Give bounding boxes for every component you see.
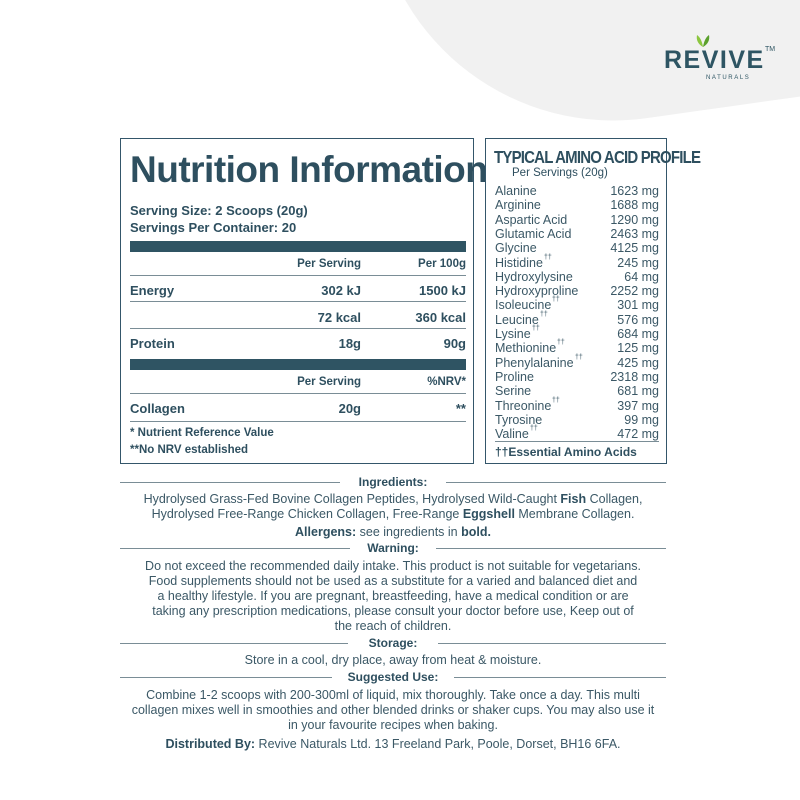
row-divider (130, 301, 466, 302)
amino-name: Methionine (495, 341, 557, 356)
amino-name: Histidine (495, 255, 543, 270)
amino-value: 425 mg (617, 355, 659, 370)
ingredients-heading: Ingredients: (120, 475, 666, 489)
suggested-heading: Suggested Use: (120, 670, 666, 684)
amino-row (495, 396, 659, 413)
no-nrv-footnote: **No NRV established (130, 444, 249, 456)
amino-name: Hydroxylysine (495, 269, 573, 284)
essential-mark: †† (544, 253, 552, 261)
nrv-footnote: * Nutrient Reference Value (130, 427, 274, 439)
col-per-serving-2: Per Serving (297, 376, 361, 388)
allergens-line: Allergens: see ingredients in bold. (295, 525, 491, 539)
nutrition-panel (120, 138, 488, 464)
amino-name: Aspartic Acid (495, 212, 568, 227)
amino-divider (495, 441, 659, 442)
amino-row (495, 384, 659, 398)
warning-heading: Warning: (120, 541, 666, 555)
amino-value: 125 mg (617, 341, 659, 356)
amino-name: Lysine (495, 327, 531, 341)
amino-row (495, 213, 659, 227)
ingredients-text: Hydrolysed Grass-Fed Bovine Collagen Peptides, Hydrolysed Wild-Caught Fish Collagen, Hydrolysed Free-Range Chicken Collagen, Free-Range Eggshell Membrane Collagen. (143, 492, 643, 521)
energy-kj-serving: 302 kJ (321, 283, 361, 298)
energy-kj-100g: 1500 kJ (419, 283, 466, 298)
amino-name: Alanine (495, 184, 537, 198)
amino-footnote: ††Essential Amino Acids (495, 445, 637, 459)
amino-value: 4125 mg (610, 241, 659, 256)
amino-name: Proline (495, 369, 534, 384)
amino-name: Serine (495, 384, 532, 399)
amino-value: 1623 mg (610, 184, 659, 198)
amino-value: 1688 mg (610, 198, 659, 213)
brand-tm: TM (765, 46, 776, 53)
storage-text: Store in a cool, dry place, away from heat & moisture. (244, 653, 542, 667)
amino-name: Glutamic Acid (495, 226, 572, 241)
amino-row (495, 298, 659, 312)
amino-value: 301 mg (617, 298, 659, 313)
servings-per-container: Servings Per Container: 20 (130, 220, 297, 235)
allergen-fish: Fish (560, 492, 587, 506)
brand-name: REVIVE (664, 46, 765, 74)
nutrition-title: Nutrition Information (130, 149, 488, 190)
essential-mark: †† (552, 296, 560, 304)
amino-row (495, 310, 659, 327)
essential-mark: †† (552, 396, 560, 404)
amino-name: Valine (495, 427, 529, 442)
header-bar (130, 359, 466, 370)
amino-value: 681 mg (617, 384, 659, 399)
warning-text: Do not exceed the recommended daily intake. This product is not suitable for vegetarians. Food supplements should not be used as a substitute for a varied and balanced diet and a healthy lifestyle. If you are pregnant, breastfeeding, have a medical condition or are taking any prescription medications, please consult your doctor before use, Keep out of the reach of children. (145, 559, 641, 633)
amino-row (495, 353, 659, 370)
amino-row (495, 253, 659, 270)
protein-label: Protein (130, 336, 175, 351)
essential-mark: †† (540, 310, 548, 318)
row-divider (130, 393, 466, 394)
energy-label: Energy (130, 283, 175, 298)
amino-name: Glycine (495, 241, 537, 256)
amino-value: 576 mg (617, 312, 659, 327)
amino-row (495, 427, 659, 441)
suggested-text: Combine 1-2 scoops with 200-300ml of liquid, mix thoroughly. Take once a day. This multi collagen mixes well in smoothies and other blended drinks or shaker cups. You may also use it in your favourite recipes when baking. (131, 688, 655, 732)
essential-mark: †† (575, 353, 583, 361)
amino-name: Isoleucine (495, 298, 552, 313)
amino-row (495, 198, 659, 212)
storage-heading: Storage: (120, 636, 666, 650)
amino-value: 397 mg (617, 398, 659, 413)
amino-name: Hydroxyproline (495, 284, 579, 299)
brand-logo (664, 34, 784, 84)
row-divider (130, 328, 466, 329)
protein-serving: 18g (338, 336, 361, 351)
collagen-serving: 20g (338, 401, 361, 416)
distributor-line: Distributed By: Revive Naturals Ltd. 13 Freeland Park, Poole, Dorset, BH16 6FA. (165, 737, 621, 751)
row-divider (130, 421, 466, 422)
col-per-100g: Per 100g (418, 258, 466, 270)
amino-value: 245 mg (617, 255, 659, 270)
amino-row (495, 284, 659, 298)
energy-kcal-100g: 360 kcal (415, 310, 466, 325)
amino-row (495, 184, 659, 198)
amino-value: 99 mg (624, 412, 659, 427)
amino-subtitle: Per Servings (20g) (512, 167, 608, 179)
amino-acid-panel (485, 138, 701, 464)
amino-value: 2252 mg (610, 284, 659, 299)
amino-row (495, 370, 659, 384)
allergen-eggshell: Eggshell (462, 507, 515, 521)
amino-value: 2318 mg (610, 369, 659, 384)
collagen-label: Collagen (130, 401, 185, 416)
header-bar (130, 241, 466, 252)
amino-value: 684 mg (617, 327, 659, 341)
collagen-nrv: ** (455, 401, 466, 416)
essential-mark: †† (557, 339, 565, 347)
amino-name: Phenylalanine (495, 355, 574, 370)
amino-value: 472 mg (617, 427, 659, 442)
essential-mark: †† (530, 425, 538, 433)
amino-title: TYPICAL AMINO ACID PROFILE (494, 148, 701, 168)
amino-row (495, 270, 659, 284)
amino-name: Leucine (495, 312, 539, 327)
amino-row (495, 327, 659, 341)
amino-row (495, 241, 659, 255)
amino-name: Tyrosine (495, 412, 543, 427)
col-per-serving: Per Serving (297, 258, 361, 270)
amino-name: Arginine (495, 198, 541, 213)
serving-size: Serving Size: 2 Scoops (20g) (130, 203, 308, 218)
protein-100g: 90g (443, 336, 466, 351)
energy-kcal-serving: 72 kcal (317, 310, 361, 325)
amino-name: Threonine (495, 398, 552, 413)
col-nrv: %NRV* (427, 376, 466, 388)
row-divider (130, 275, 466, 276)
brand-subtitle: NATURALS (706, 75, 751, 81)
amino-value: 64 mg (624, 269, 659, 284)
amino-value: 2463 mg (610, 226, 659, 241)
essential-mark: †† (532, 325, 540, 332)
amino-row (495, 413, 659, 427)
amino-value: 1290 mg (610, 212, 659, 227)
amino-row (495, 227, 659, 241)
